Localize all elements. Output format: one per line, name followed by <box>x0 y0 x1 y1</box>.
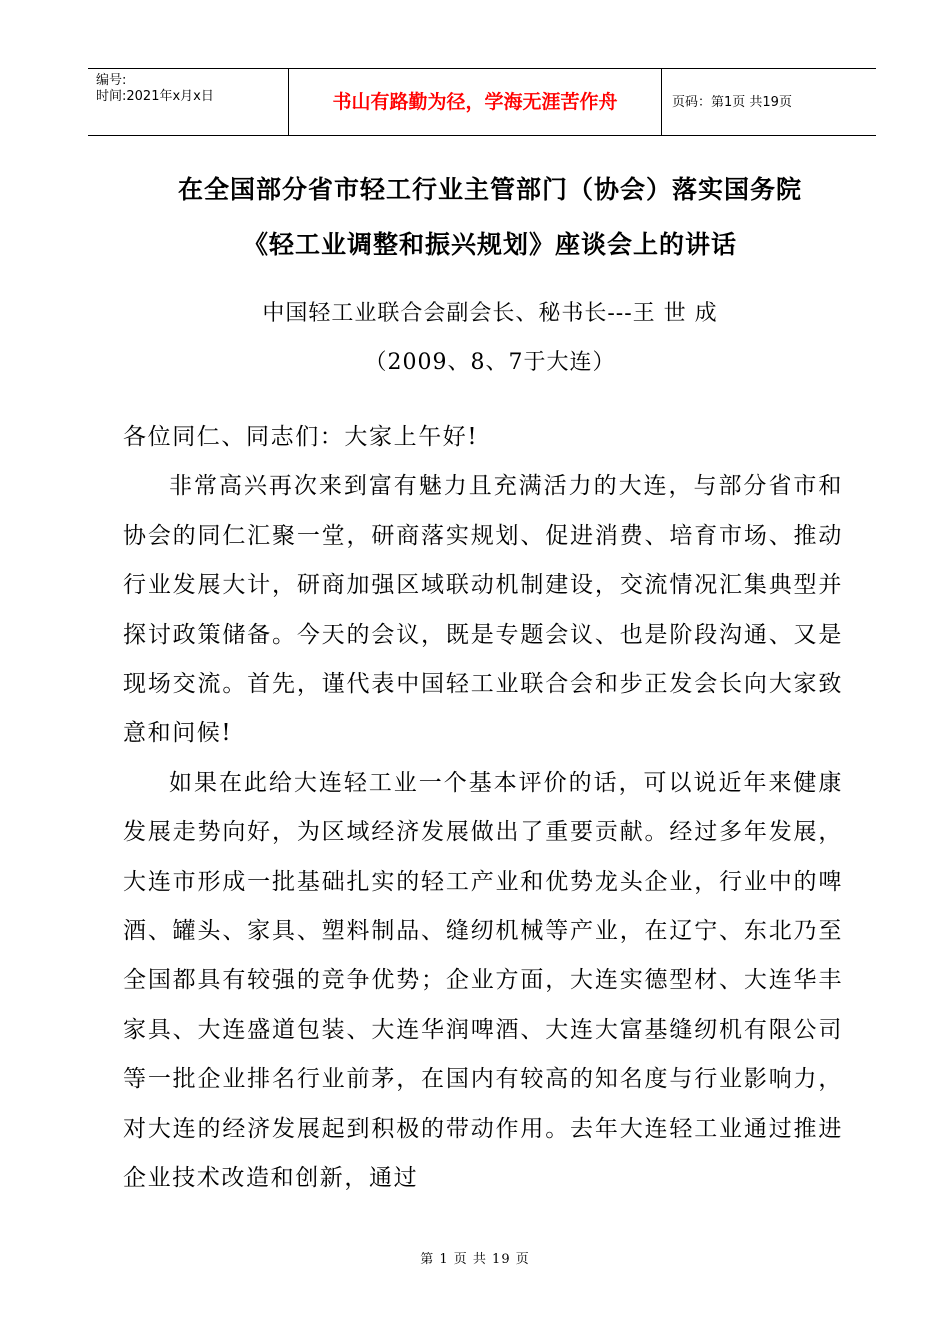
document-body <box>123 413 843 1204</box>
body-paragraph-2: 如果在此给大连轻工业一个基本评价的话，可以说近年来健康发展走势向好，为区域经济发展做出了重要贡献。经过多年发展，大连市形成一批基础扎实的轻工产业和优势龙头企业，行业中的啤酒、罐头、家具、塑料制品、缝纫机械等产业，在辽宁、东北乃至全国都具有较强的竞争优势；企业方面，大连实德型材、大连华丰家具、大连盛道包装、大连华润啤酒、大连大富基缝纫机有限公司等一批企业排名行业前茅，在国内有较高的知名度与行业影响力，对大连的经济发展起到积极的带动作用。去年大连轻工业通过推进企业技术改造和创新，通过 <box>123 769 843 1192</box>
header-motto: 书山有路勤为径，学海无涯苦作舟 <box>332 91 618 113</box>
page-footer: 第 1 页 共 19 页 <box>420 1252 530 1267</box>
document-header <box>88 68 876 136</box>
header-number-label: 编号: <box>96 73 127 88</box>
header-time-label: 时间:2021年x月x日 <box>96 89 214 104</box>
greeting-paragraph: 各位同仁、同志们：大家上午好! <box>123 424 479 450</box>
document-title-line-2: 《轻工业调整和振兴规划》座谈会上的讲话 <box>242 230 737 259</box>
header-meta <box>96 73 292 105</box>
header-page-info: 页码：第1页 共19页 <box>672 95 792 110</box>
document-author: 中国轻工业联合会副会长、秘书长---王 世 成 <box>262 301 718 326</box>
header-divider <box>661 69 662 136</box>
document-date: （2009、8、7于大连） <box>364 350 616 375</box>
document-title-line-1: 在全国部分省市轻工行业主管部门（协会）落实国务院 <box>177 175 802 204</box>
body-paragraph-1: 非常高兴再次来到富有魅力且充满活力的大连，与部分省市和协会的同仁汇聚一堂，研商落实规划、促进消费、培育市场、推动行业发展大计，研商加强区域联动机制建设，交流情况汇集典型并探讨政策储备。今天的会议，既是专题会议、也是阶段沟通、又是现场交流。首先，谨代表中国轻工业联合会和步正发会长向大家致意和问候! <box>123 473 843 747</box>
